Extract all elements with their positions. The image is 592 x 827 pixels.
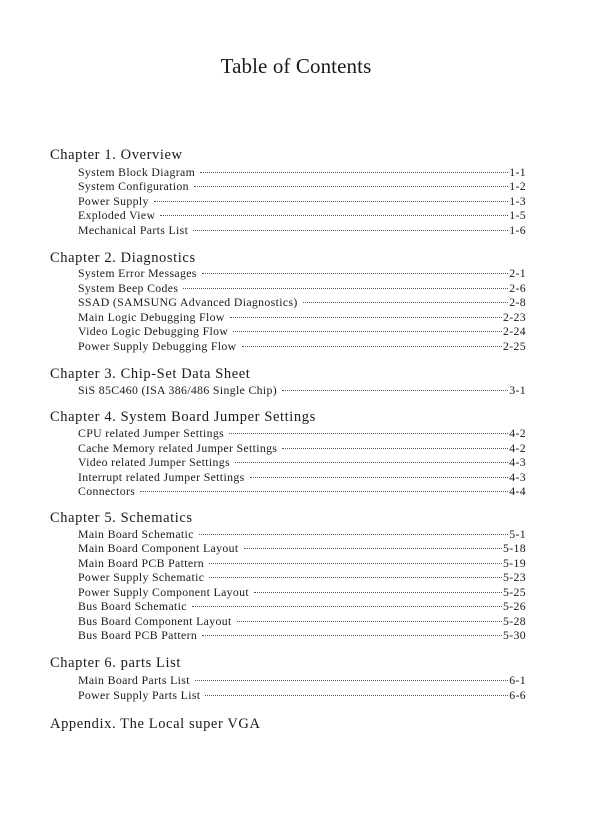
dot-leader (235, 462, 508, 463)
toc-entry (78, 541, 526, 556)
toc-entry (78, 585, 526, 600)
entry-title: Main Board PCB Pattern (78, 556, 204, 570)
entry-title: Bus Board Component Layout (78, 614, 232, 628)
dot-leader (183, 288, 508, 289)
toc-entry (78, 527, 526, 542)
toc-entry (78, 310, 526, 325)
entry-page: 4-3 (509, 470, 526, 484)
chapter-heading: Chapter 3. Chip-Set Data Sheet (50, 366, 251, 382)
entry-title: Video Logic Debugging Flow (78, 324, 229, 338)
dot-leader (193, 230, 508, 231)
toc-entry (78, 223, 526, 238)
entry-title: Main Board Component Layout (78, 541, 239, 555)
dot-leader (140, 491, 508, 492)
toc-entry (78, 194, 526, 209)
dot-leader (229, 433, 508, 434)
entry-page: 5-19 (502, 556, 526, 570)
entry-title: Bus Board Schematic (78, 599, 187, 613)
entry-title: System Configuration (78, 179, 189, 193)
toc-entry (78, 179, 526, 194)
entry-title: SSAD (SAMSUNG Advanced Diagnostics) (78, 295, 298, 309)
entry-title: Interrupt related Jumper Settings (78, 470, 245, 484)
entry-title: Main Board Schematic (78, 527, 194, 541)
toc-entry (78, 383, 526, 398)
entry-page: 4-4 (509, 484, 526, 498)
entry-page: 4-2 (509, 441, 526, 455)
entry-title: Cache Memory related Jumper Settings (78, 441, 278, 455)
entry-title: System Block Diagram (78, 165, 196, 179)
entry-page: 1-5 (509, 208, 526, 222)
toc-entry (78, 339, 526, 354)
dot-leader (242, 346, 502, 347)
dot-leader (154, 201, 508, 202)
entry-title: Power Supply Parts List (78, 688, 201, 702)
dot-leader (254, 592, 502, 593)
entry-page: 5-1 (509, 527, 526, 541)
page-title: Table of Contents (220, 54, 372, 78)
toc-entry (78, 484, 526, 499)
dot-leader (244, 548, 502, 549)
entry-title: System Error Messages (78, 266, 197, 280)
entry-page: 2-24 (502, 324, 526, 338)
toc-entry (78, 208, 526, 223)
toc-entry (78, 266, 526, 281)
dot-leader (209, 563, 502, 564)
entry-page: 3-1 (509, 383, 526, 397)
entry-page: 5-18 (502, 541, 526, 555)
toc-entry (78, 295, 526, 310)
dot-leader (195, 680, 508, 681)
entry-title: Power Supply Component Layout (78, 585, 250, 599)
toc-entry (78, 441, 526, 456)
entry-page: 2-23 (502, 310, 526, 324)
entry-page: 4-2 (509, 426, 526, 440)
dot-leader (250, 477, 509, 478)
toc-entry (78, 628, 526, 643)
toc-entry (78, 281, 526, 296)
toc-entry (78, 426, 526, 441)
entry-page: 2-6 (509, 281, 526, 295)
entry-page: 1-1 (509, 165, 526, 179)
entry-title: Power Supply Debugging Flow (78, 339, 237, 353)
chapter-heading: Chapter 6. parts List (50, 655, 181, 671)
entry-title: CPU related Jumper Settings (78, 426, 225, 440)
dot-leader (209, 577, 502, 578)
entry-title: Connectors (78, 484, 136, 498)
entry-page: 2-8 (509, 295, 526, 309)
entry-page: 2-1 (509, 266, 526, 280)
toc-entry (78, 165, 526, 180)
dot-leader (200, 172, 508, 173)
chapter-heading: Chapter 2. Diagnostics (50, 250, 196, 266)
toc-entry (78, 614, 526, 629)
entry-title: Power Supply Schematic (78, 570, 205, 584)
entry-page: 5-23 (502, 570, 526, 584)
toc-entry (78, 470, 526, 485)
entry-title: Power Supply (78, 194, 149, 208)
entry-page: 4-3 (509, 455, 526, 469)
entry-page: 1-6 (509, 223, 526, 237)
chapter-heading: Chapter 5. Schematics (50, 510, 193, 526)
dot-leader (282, 448, 508, 449)
dot-leader (282, 390, 508, 391)
entry-title: Main Board Parts List (78, 673, 190, 687)
entry-page: 6-6 (509, 688, 526, 702)
entry-title: Exploded View (78, 208, 156, 222)
dot-leader (230, 317, 502, 318)
chapter-heading: Chapter 1. Overview (50, 147, 183, 163)
entry-page: 5-25 (502, 585, 526, 599)
dot-leader (192, 606, 502, 607)
chapter-heading: Chapter 4. System Board Jumper Settings (50, 409, 316, 425)
appendix-heading: Appendix. The Local super VGA (50, 716, 261, 732)
dot-leader (303, 302, 509, 303)
entry-page: 5-28 (502, 614, 526, 628)
entry-title: System Beep Codes (78, 281, 179, 295)
dot-leader (202, 273, 508, 274)
entry-title: Bus Board PCB Pattern (78, 628, 198, 642)
dot-leader (194, 186, 508, 187)
entry-page: 6-1 (509, 673, 526, 687)
dot-leader (237, 621, 502, 622)
entry-page: 5-26 (502, 599, 526, 613)
entry-title: Main Logic Debugging Flow (78, 310, 225, 324)
toc-entry (78, 556, 526, 571)
entry-page: 1-2 (509, 179, 526, 193)
entry-page: 1-3 (509, 194, 526, 208)
toc-entry (78, 455, 526, 470)
toc-entry (78, 570, 526, 585)
entry-page: 5-30 (502, 628, 526, 642)
dot-leader (199, 534, 508, 535)
dot-leader (160, 215, 508, 216)
entry-title: Video related Jumper Settings (78, 455, 230, 469)
toc-entry (78, 599, 526, 614)
entry-title: Mechanical Parts List (78, 223, 189, 237)
toc-entry (78, 688, 526, 703)
entry-page: 2-25 (502, 339, 526, 353)
toc-entry (78, 673, 526, 688)
dot-leader (202, 635, 502, 636)
toc-entry (78, 324, 526, 339)
dot-leader (205, 695, 508, 696)
dot-leader (233, 331, 502, 332)
entry-title: SiS 85C460 (ISA 386/486 Single Chip) (78, 383, 278, 397)
